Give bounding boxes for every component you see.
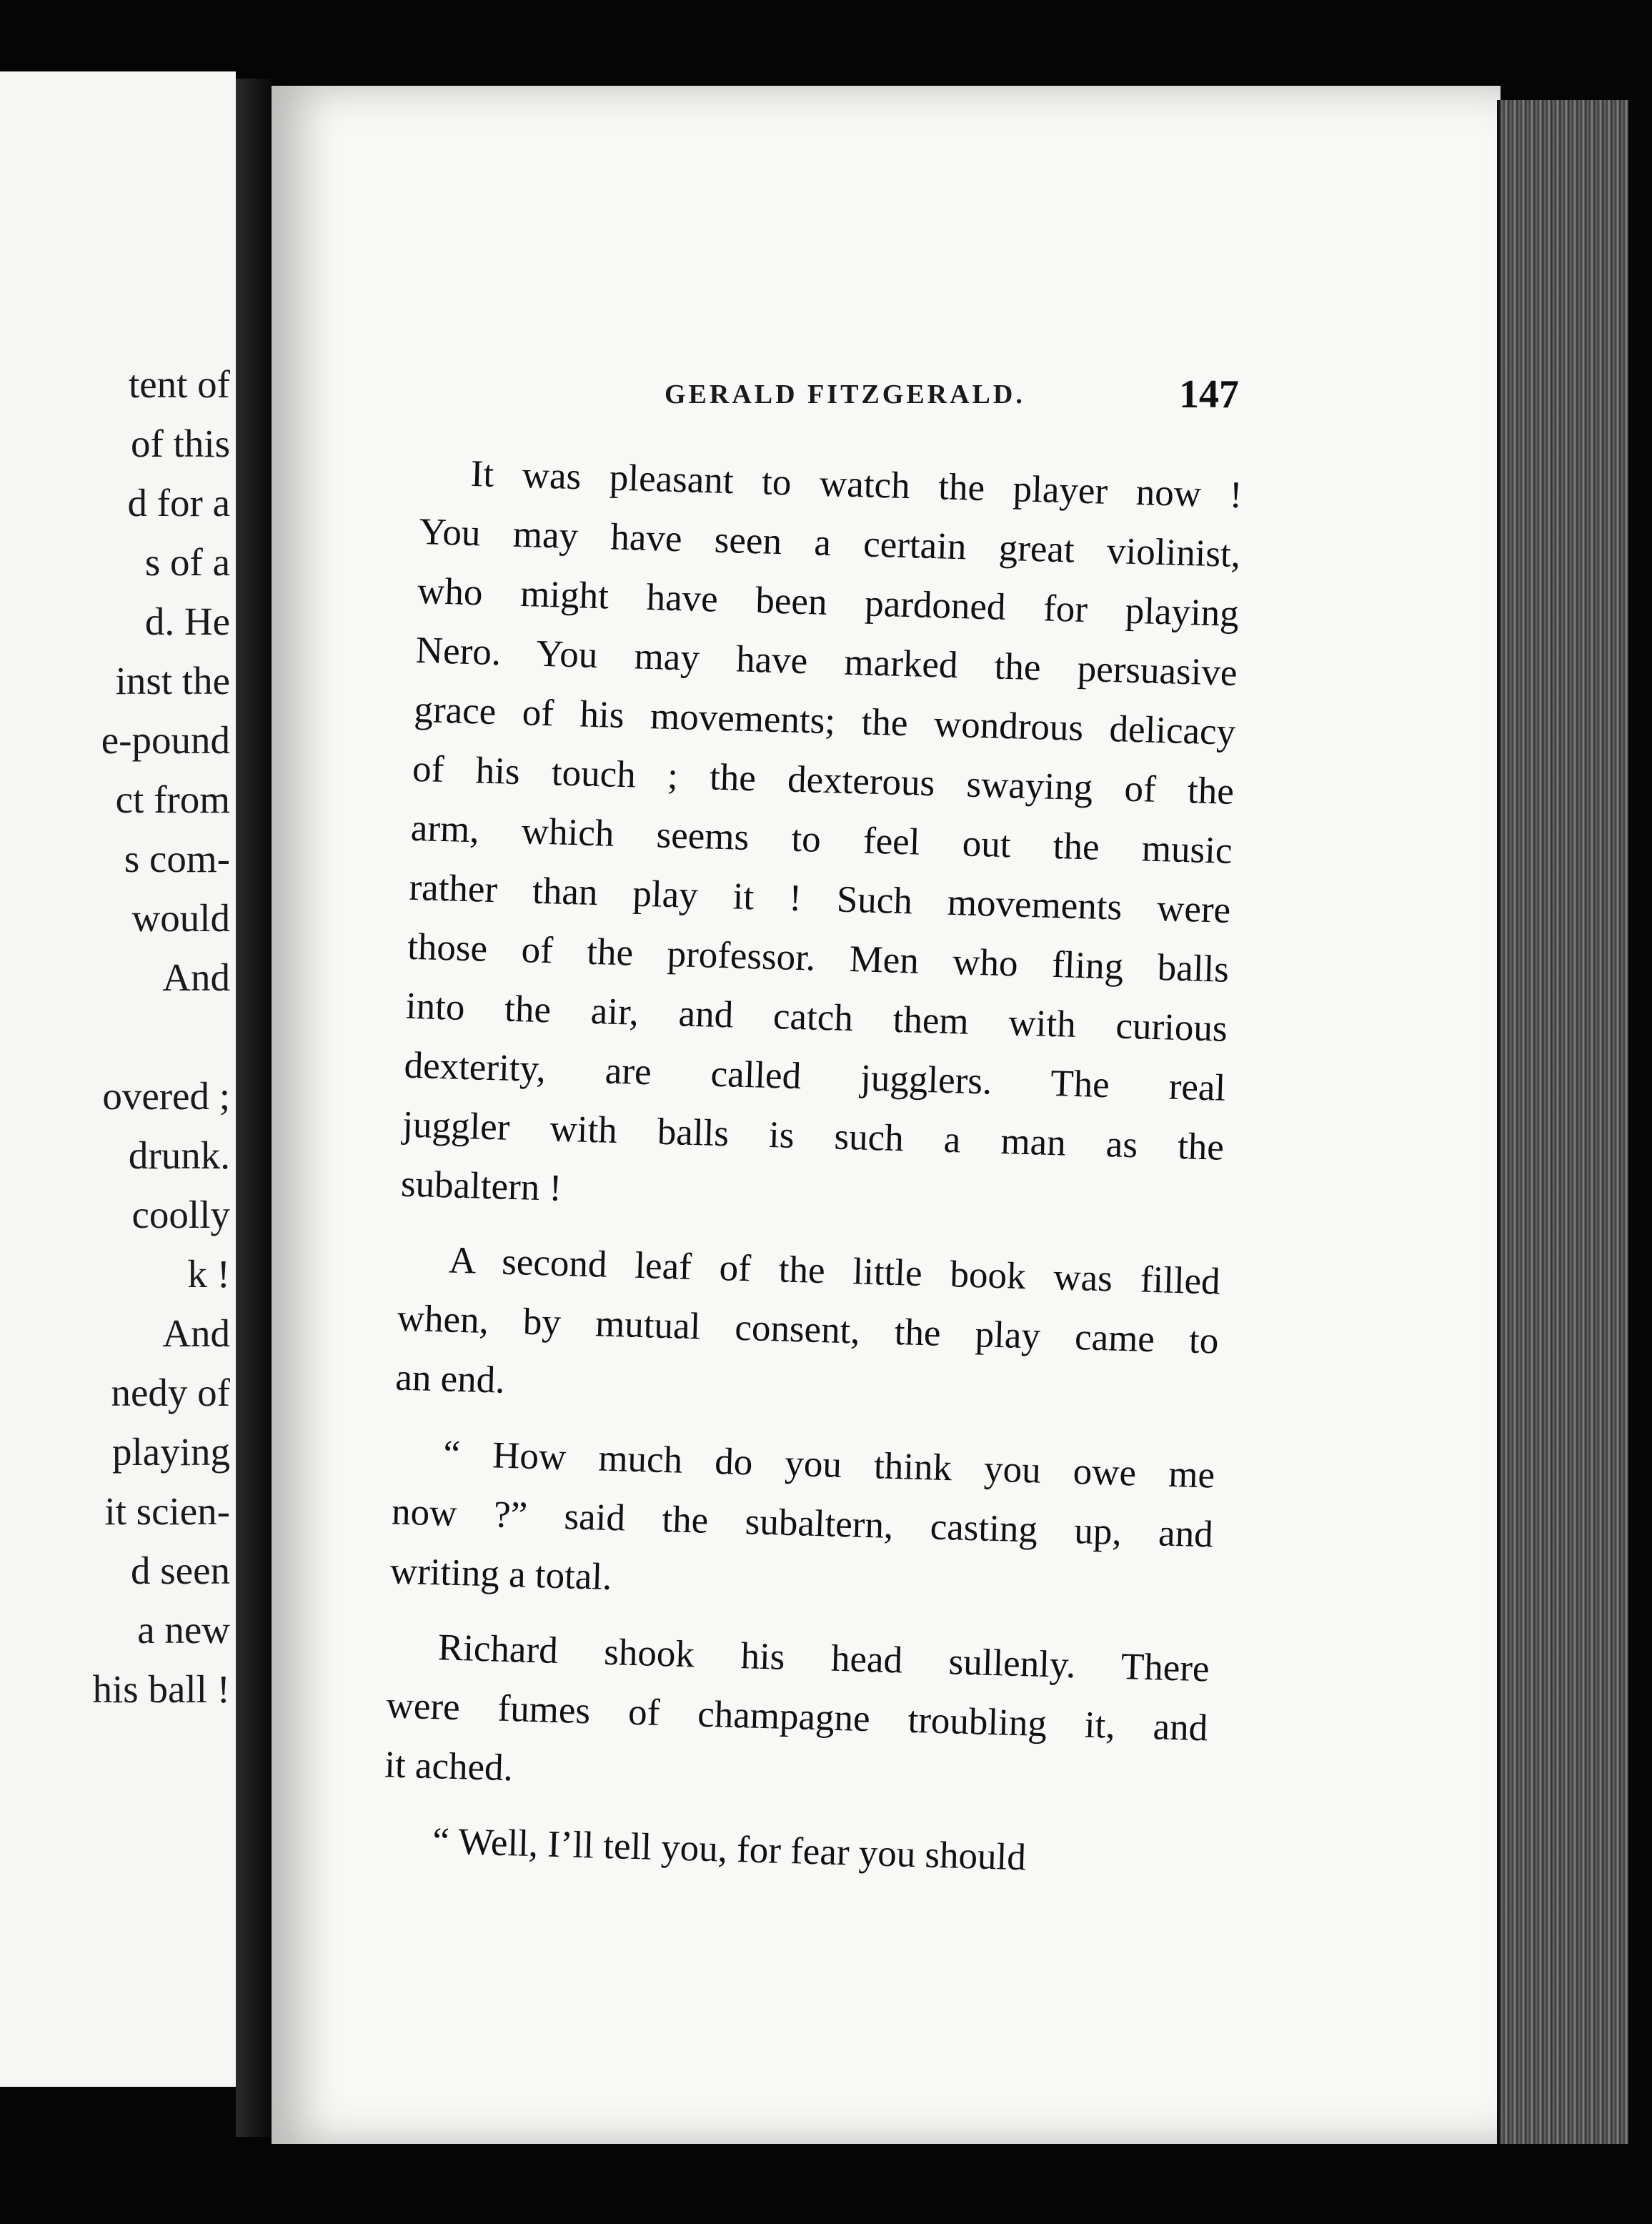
paragraph bbox=[389, 1423, 1216, 1624]
left-page-line: e-pound bbox=[101, 718, 230, 762]
running-head: GERALD FITZGERALD. bbox=[665, 379, 1025, 409]
left-page-line: would bbox=[131, 896, 230, 940]
paragraph bbox=[384, 1617, 1210, 1817]
text-line: “ How much do you think you owe me bbox=[442, 1433, 1215, 1496]
paragraph bbox=[400, 443, 1243, 1237]
text-line: Nero. You may have marked the persuasive bbox=[415, 629, 1238, 694]
text-line: It was pleasant to watch the player now ! bbox=[470, 452, 1243, 517]
text-line: when, by mutual consent, the play came to bbox=[396, 1297, 1220, 1362]
left-page-line: k ! bbox=[187, 1252, 230, 1296]
text-line: A second leaf of the little book was filled bbox=[448, 1239, 1221, 1303]
left-page-line: overed ; bbox=[102, 1074, 230, 1118]
text-line: rather than play it ! Such movements were bbox=[408, 866, 1231, 931]
text-line: who might have been pardoned for playing bbox=[417, 570, 1240, 635]
text-line: subaltern ! bbox=[400, 1163, 562, 1209]
text-line: an end. bbox=[394, 1356, 506, 1401]
left-page-line: ct from bbox=[115, 778, 230, 821]
text-line: You may have seen a certain great violinist, bbox=[418, 510, 1241, 576]
left-page bbox=[0, 71, 236, 2087]
text-line: were fumes of champagne troubling it, and bbox=[385, 1684, 1209, 1749]
left-page-line: a new bbox=[137, 1608, 230, 1652]
text-line: arm, which seems to feel out the music bbox=[410, 807, 1233, 872]
text-line: those of the professor. Men who fling balls bbox=[407, 925, 1230, 991]
text-line: it ached. bbox=[384, 1744, 514, 1789]
paragraph bbox=[382, 1810, 1205, 1892]
left-page-line: drunk. bbox=[128, 1133, 230, 1177]
left-page-line: inst the bbox=[115, 659, 230, 703]
text-line: of his touch ; the dexterous swaying of the bbox=[412, 748, 1235, 813]
left-page-line: d seen bbox=[131, 1549, 230, 1592]
text-line: into the air, and catch them with curious bbox=[405, 985, 1228, 1050]
page-number: 147 bbox=[1179, 372, 1239, 417]
book-gutter bbox=[236, 79, 272, 2137]
left-page-line: of this bbox=[130, 422, 230, 465]
left-page-line: his ball ! bbox=[92, 1667, 230, 1711]
paragraph bbox=[394, 1230, 1221, 1431]
text-line: Richard shook his head sullenly. There bbox=[437, 1627, 1210, 1690]
left-page-line: coolly bbox=[131, 1193, 230, 1236]
left-page-line: tent of bbox=[128, 362, 230, 406]
left-page-line: s com- bbox=[124, 837, 230, 880]
text-line: writing a total. bbox=[389, 1550, 613, 1599]
left-page-line: And bbox=[162, 1311, 230, 1355]
left-page-line: playing bbox=[112, 1430, 230, 1474]
text-line: dexterity, are called jugglers. The real bbox=[403, 1044, 1227, 1109]
left-page-line: d. He bbox=[144, 600, 230, 643]
body-text bbox=[382, 443, 1243, 1908]
left-page-line: nedy of bbox=[111, 1371, 230, 1414]
left-page-line: d for a bbox=[127, 481, 230, 525]
text-line: now ?” said the subaltern, casting up, and bbox=[391, 1491, 1214, 1556]
page-fore-edge bbox=[1497, 100, 1628, 2144]
left-page-line: And bbox=[162, 955, 230, 999]
left-page-line: it scien- bbox=[104, 1489, 230, 1533]
text-line: juggler with balls is such a man as the bbox=[402, 1103, 1225, 1168]
text-line: “ Well, I’ll tell you, for fear you should bbox=[432, 1820, 1027, 1879]
left-page-line: s of a bbox=[144, 540, 230, 584]
text-line: grace of his movements; the wondrous delicacy bbox=[413, 688, 1236, 753]
